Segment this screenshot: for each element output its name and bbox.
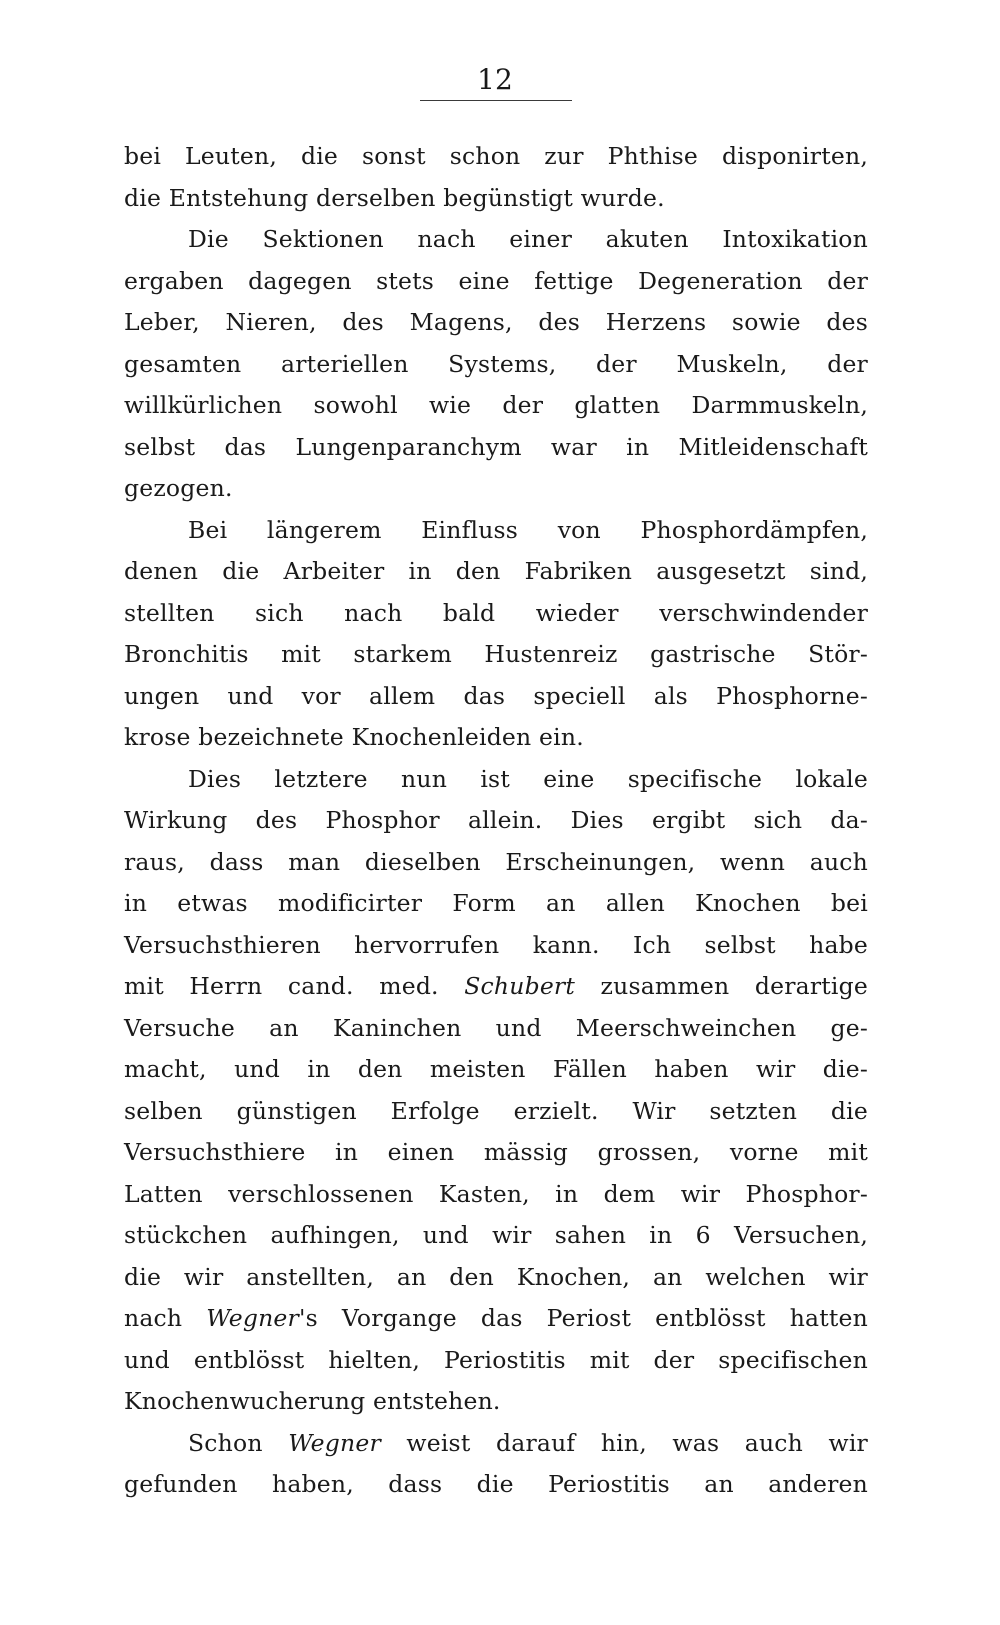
text-line bbox=[124, 1298, 868, 1340]
text-line: willkürlichen sowohl wie der glatten Darmmuskeln, bbox=[124, 391, 868, 419]
text-line: ungen und vor allem das speciell als Phosphorne- bbox=[124, 681, 868, 710]
text-segment: mit Herrn cand. med. bbox=[124, 972, 465, 1000]
text-line: gefunden haben, dass die Periostitis an anderen bbox=[124, 1470, 868, 1498]
text-line: ergaben dagegen stets eine fettige Degeneration der bbox=[124, 266, 868, 295]
text-segment: Schon bbox=[188, 1428, 289, 1457]
italic-name: Wegner bbox=[206, 1304, 299, 1332]
text-line: Dies letztere nun ist eine specifische lokale bbox=[188, 764, 868, 793]
text-line: krose bezeichnete Knochenleiden ein. bbox=[124, 723, 584, 751]
text-line: die wir anstellten, an den Knochen, an welchen wir bbox=[124, 1262, 868, 1291]
text-segment: 's Vorgange das Periost entblösst hatten bbox=[298, 1304, 868, 1332]
text-line bbox=[124, 1423, 868, 1465]
text-line: Bronchitis mit starkem Hustenreiz gastrische Stör- bbox=[124, 640, 868, 668]
text-line: Bei längerem Einfluss von Phosphordämpfen, bbox=[188, 515, 868, 544]
text-line: Knochenwucherung entstehen. bbox=[124, 1387, 501, 1415]
text-line: selben günstigen Erfolge erzielt. Wir setzten die bbox=[124, 1096, 868, 1125]
text-line: gesamten arteriellen Systems, der Muskeln, der bbox=[124, 349, 868, 378]
text-line: Versuchsthiere in einen mässig grossen, vorne mit bbox=[124, 1138, 868, 1166]
text-line: Latten verschlossenen Kasten, in dem wir Phosphor- bbox=[124, 1179, 868, 1208]
text-line: raus, dass man dieselben Erscheinungen, wenn auch bbox=[124, 847, 868, 876]
text-line: Versuche an Kaninchen und Meerschweinchen ge- bbox=[124, 1013, 868, 1042]
text-line: stellten sich nach bald wieder verschwindender bbox=[124, 598, 868, 627]
italic-name: Schubert bbox=[464, 972, 576, 1000]
text-line: denen die Arbeiter in den Fabriken ausgesetzt sind, bbox=[124, 557, 868, 585]
text-line bbox=[124, 966, 868, 1008]
italic-name: Wegner bbox=[288, 1428, 381, 1457]
text-line: bei Leuten, die sonst schon zur Phthise disponirten, bbox=[124, 142, 868, 170]
text-segment: weist darauf hin, was auch wir bbox=[380, 1428, 868, 1457]
page-number: 12 bbox=[477, 63, 513, 96]
text-line: macht, und in den meisten Fällen haben wir die- bbox=[124, 1055, 868, 1083]
text-segment: nach bbox=[124, 1304, 207, 1332]
text-segment: zusammen derartige bbox=[575, 972, 868, 1000]
text-line: die Entstehung derselben begünstigt wurde. bbox=[124, 183, 665, 212]
text-line: selbst das Lungenparanchym war in Mitleidenschaft bbox=[124, 432, 868, 461]
text-line: gezogen. bbox=[124, 474, 233, 502]
text-line: Die Sektionen nach einer akuten Intoxikation bbox=[188, 225, 868, 253]
text-line: Wirkung des Phosphor allein. Dies ergibt sich da- bbox=[124, 806, 868, 834]
text-line: und entblösst hielten, Periostitis mit der specifischen bbox=[124, 1345, 868, 1374]
text-line: Versuchsthieren hervorrufen kann. Ich selbst habe bbox=[124, 930, 868, 959]
text-line: stückchen aufhingen, und wir sahen in 6 Versuchen, bbox=[124, 1221, 868, 1249]
text-line: Leber, Nieren, des Magens, des Herzens sowie des bbox=[124, 308, 868, 336]
body-text bbox=[124, 136, 868, 1506]
page-number-rule bbox=[420, 100, 572, 101]
text-line: in etwas modificirter Form an allen Knochen bei bbox=[124, 889, 868, 917]
